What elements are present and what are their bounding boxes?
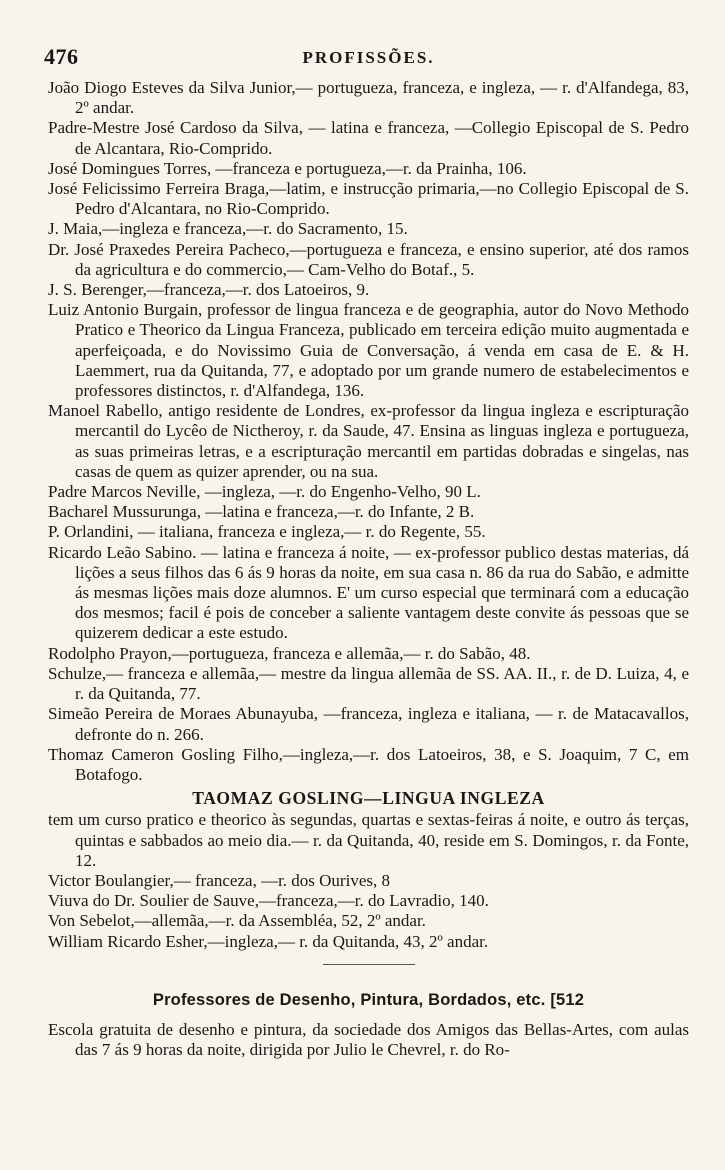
- list-item: Luiz Antonio Burgain, professor de lingua franceza e de geographia, autor do Novo Methodo Pratico e Theorico da Lingua Franceza, publicado em terceira edição muito augmentada e aperfeiçoada, e do Novissimo Guia de Conversação, á venda em casa de E. & H. Laemmert, rua da Quitanda, 77, e adoptado por um grande numero de estabelecimentos e professores distinctos, r. d'Alfandega, 136.: [48, 300, 689, 401]
- list-item: Schulze,— franceza e allemãa,— mestre da lingua allemãa de SS. AA. II., r. de D. Luiza, 4, e r. da Quitanda, 77.: [48, 663, 689, 704]
- professor-list: [48, 78, 689, 952]
- list-item: Padre Marcos Neville, —ingleza, —r. do Engenho-Velho, 90 L.: [48, 482, 481, 502]
- list-item: Viuva do Dr. Soulier de Sauve,—franceza,—r. do Lavradio, 140.: [48, 891, 489, 911]
- entry-title: TAOMAZ GOSLING—LINGUA INGLEZA: [192, 788, 545, 809]
- list-item: Von Sebelot,—allemãa,—r. da Assembléa, 52, 2º andar.: [48, 911, 426, 931]
- list-item: P. Orlandini, — italiana, franceza e ingleza,— r. do Regente, 55.: [48, 522, 486, 542]
- list-item: Manoel Rabello, antigo residente de Londres, ex-professor da lingua ingleza e escripturação mercantil do Lycêo de Nictheroy, r. da Saude, 47. Ensina as linguas ingleza e portugueza, as suas primeiras letras, e a escripturação mercantil em partidas dobradas e singelas, nas casas de quem as quizer aprender, ou na sua.: [48, 401, 689, 481]
- section-divider: [323, 964, 415, 965]
- list-item: Simeão Pereira de Moraes Abunayuba, —franceza, ingleza e italiana, — r. de Matacavallos, defronte do n. 266.: [48, 704, 689, 744]
- list-item: Bacharel Mussurunga, —latina e franceza,—r. do Infante, 2 B.: [48, 502, 475, 522]
- list-item: William Ricardo Esher,—ingleza,— r. da Quitanda, 43, 2º andar.: [48, 931, 489, 951]
- list-item: Thomaz Cameron Gosling Filho,—ingleza,—r. dos Latoeiros, 38, e S. Joaquim, 7 C, em Botafogo.: [48, 744, 689, 784]
- list-item: Dr. José Praxedes Pereira Pacheco,—portugueza e franceza, e ensino superior, até dos ramos da agricultura e do commercio,— Cam-Velho do Botaf., 5.: [48, 239, 689, 279]
- sub-heading: Professores de Desenho, Pintura, Bordados, etc. [512: [152, 990, 585, 1009]
- list-item: José Felicissimo Ferreira Braga,—latim, e instrucção primaria,—no Collegio Episcopal de S. Pedro d'Alcantara, no Rio-Comprido.: [48, 179, 689, 219]
- list-item: tem um curso pratico e theorico às segundas, quartas e sextas-feiras á noite, e outro ás terças, quintas e sabbados ao meio dia.— r. da Quitanda, 40, reside em S. Domingos, r. da Fonte, 12.: [48, 810, 689, 870]
- list-item: João Diogo Esteves da Silva Junior,— portugueza, franceza, e ingleza, — r. d'Alfandega, 83, 2º andar.: [48, 78, 689, 118]
- list-item: Padre-Mestre José Cardoso da Silva, — latina e franceza, —Collegio Episcopal de S. Pedro de Alcantara, Rio-Comprido.: [48, 118, 689, 158]
- list-item: Escola gratuita de desenho e pintura, da sociedade dos Amigos das Bellas-Artes, com aulas das 7 ás 9 horas da noite, dirigida por Julio le Chevrel, r. do Ro-: [48, 1019, 689, 1059]
- list-item: Rodolpho Prayon,—portugueza, franceza e allemãa,— r. do Sabão, 48.: [48, 643, 531, 663]
- list-item: Ricardo Leão Sabino. — latina e franceza á noite, — ex-professor publico destas materias, dá lições a seus filhos das 6 ás 9 horas da noite, em sua casa n. 86 da rua do Sabão, e admitte ás mesmas lições mais doze alumnos. E' um curso especial que terminará com a educação dos mesmos; facil é pois de conceber a saliente vantagem deste convite ás pessoas que se quizerem dedicar a este estudo.: [48, 542, 689, 643]
- list-item: J. Maia,—ingleza e franceza,—r. do Sacramento, 15.: [48, 219, 408, 239]
- list-item: J. S. Berenger,—franceza,—r. dos Latoeiros, 9.: [48, 280, 370, 300]
- page-number: 476: [44, 44, 79, 69]
- list-item: José Domingues Torres, —franceza e portugueza,—r. da Prainha, 106.: [48, 158, 527, 178]
- running-head: [44, 38, 689, 70]
- list-item: Victor Boulangier,— franceza, —r. dos Ourives, 8: [48, 870, 390, 890]
- section-title: PROFISSÕES.: [302, 48, 435, 67]
